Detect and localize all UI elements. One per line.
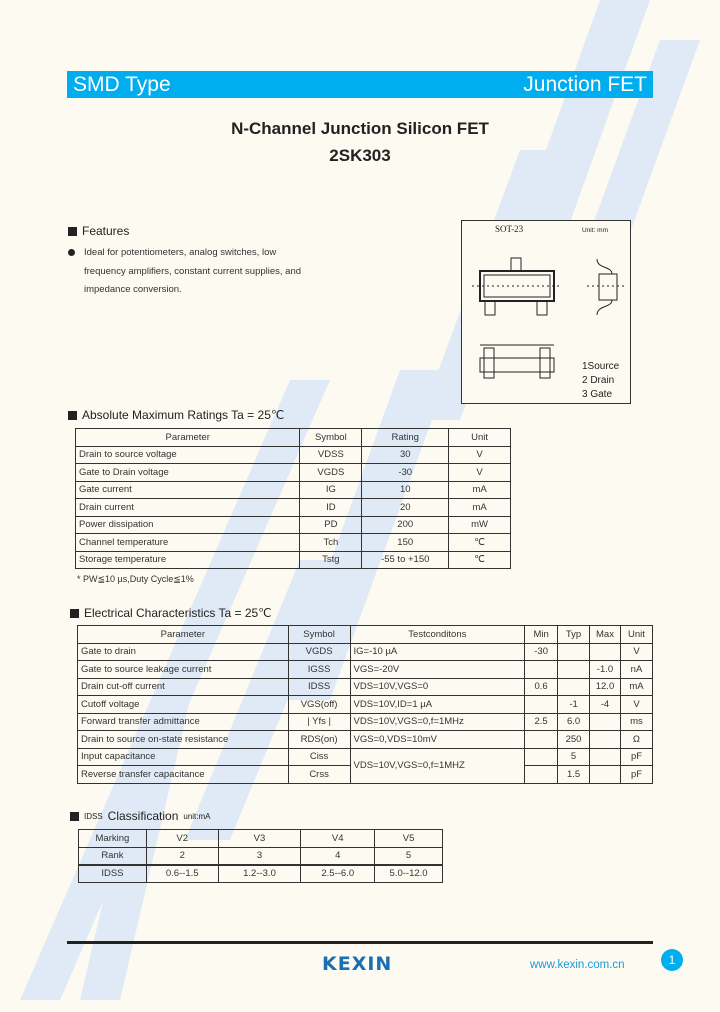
table-row bbox=[76, 481, 511, 499]
bullet-square-icon bbox=[68, 227, 77, 236]
table-cell: Drain cut-off current bbox=[78, 678, 289, 696]
table-cell: 4 bbox=[301, 847, 375, 865]
bullet-square-icon bbox=[70, 609, 79, 618]
table-cell: mW bbox=[449, 516, 511, 534]
table-cell: V bbox=[620, 696, 652, 714]
abs-max-heading: Absolute Maximum Ratings Ta = 25℃ bbox=[68, 408, 284, 422]
table-row bbox=[78, 696, 653, 714]
table-cell: 0.6--1.5 bbox=[146, 865, 218, 883]
table-cell: 0.6 bbox=[525, 678, 558, 696]
table-cell: 5.0--12.0 bbox=[375, 865, 443, 883]
table-cell: VDS=10V,VGS=0,f=1MHz bbox=[350, 713, 525, 731]
table-cell: V4 bbox=[301, 830, 375, 848]
table-cell: pF bbox=[620, 748, 652, 766]
table-cell: V5 bbox=[375, 830, 443, 848]
table-cell: -30 bbox=[525, 643, 558, 661]
table-cell bbox=[590, 713, 621, 731]
table-cell: V bbox=[449, 446, 511, 464]
table-cell: 20 bbox=[362, 499, 449, 517]
table-row bbox=[78, 643, 653, 661]
bullet-dot-icon bbox=[68, 249, 75, 256]
table-cell: Reverse transfer capacitance bbox=[78, 766, 289, 784]
table-cell: ℃ bbox=[449, 534, 511, 552]
pin-legend: 1Source 2 Drain 3 Gate bbox=[582, 361, 620, 400]
column-header: Symbol bbox=[300, 429, 362, 447]
table-cell: V bbox=[449, 464, 511, 482]
package-name: SOT-23 bbox=[495, 224, 524, 234]
table-cell: Gate current bbox=[76, 481, 300, 499]
header-right: Junction FET bbox=[523, 72, 647, 96]
column-header: Unit bbox=[449, 429, 511, 447]
package-diagram bbox=[461, 220, 631, 404]
table-cell: 1.2--3.0 bbox=[218, 865, 301, 883]
table-row bbox=[76, 464, 511, 482]
package-unit: Unit: mm bbox=[582, 227, 608, 234]
table-cell: Gate to drain bbox=[78, 643, 289, 661]
column-header: Typ bbox=[558, 626, 590, 644]
table-cell bbox=[525, 748, 558, 766]
column-header: Parameter bbox=[76, 429, 300, 447]
table-cell: Power dissipation bbox=[76, 516, 300, 534]
table-cell: IG=-10 µA bbox=[350, 643, 525, 661]
table-row bbox=[76, 446, 511, 464]
header-left: SMD Type bbox=[73, 72, 171, 96]
column-header: Parameter bbox=[78, 626, 289, 644]
elec-heading: Electrical Characteristics Ta = 25℃ bbox=[70, 606, 272, 620]
table-cell: V bbox=[620, 643, 652, 661]
table-row bbox=[78, 748, 653, 766]
table-cell: 150 bbox=[362, 534, 449, 552]
table-cell: 12.0 bbox=[590, 678, 621, 696]
table-row bbox=[78, 713, 653, 731]
table-cell: Storage temperature bbox=[76, 551, 300, 569]
table-cell: Drain current bbox=[76, 499, 300, 517]
table-cell: Ciss bbox=[288, 748, 350, 766]
table-cell: 250 bbox=[558, 731, 590, 749]
table-cell: VGDS bbox=[288, 643, 350, 661]
column-header: Testconditons bbox=[350, 626, 525, 644]
website-link[interactable]: www.kexin.com.cn bbox=[530, 959, 625, 971]
table-cell: Channel temperature bbox=[76, 534, 300, 552]
column-header: Unit bbox=[620, 626, 652, 644]
bullet-square-icon bbox=[68, 411, 77, 420]
table-cell: Crss bbox=[288, 766, 350, 784]
table-cell: Tstg bbox=[300, 551, 362, 569]
table-cell: Drain to source voltage bbox=[76, 446, 300, 464]
table-cell bbox=[525, 696, 558, 714]
table-cell: VGS(off) bbox=[288, 696, 350, 714]
table-row bbox=[76, 551, 511, 569]
table-row bbox=[78, 731, 653, 749]
table-cell bbox=[558, 643, 590, 661]
table-cell: VDS=10V,ID=1 µA bbox=[350, 696, 525, 714]
table-cell: Rank bbox=[79, 847, 147, 865]
table-cell: 200 bbox=[362, 516, 449, 534]
table-cell bbox=[590, 766, 621, 784]
table-cell: 10 bbox=[362, 481, 449, 499]
table-row bbox=[76, 534, 511, 552]
table-cell: 1.5 bbox=[558, 766, 590, 784]
table-cell: Drain to source on-state resistance bbox=[78, 731, 289, 749]
table-cell: PD bbox=[300, 516, 362, 534]
table-cell: Ω bbox=[620, 731, 652, 749]
idss-heading: IDSS Classification unit:mA bbox=[70, 809, 211, 823]
table-cell: Marking bbox=[79, 830, 147, 848]
table-header-row bbox=[76, 429, 511, 447]
table-cell: 5 bbox=[375, 847, 443, 865]
table-cell: pF bbox=[620, 766, 652, 784]
table-cell bbox=[590, 748, 621, 766]
table-row bbox=[79, 847, 443, 865]
doc-title: N-Channel Junction Silicon FET bbox=[231, 119, 489, 138]
table-row bbox=[78, 678, 653, 696]
table-cell: -30 bbox=[362, 464, 449, 482]
table-cell: 5 bbox=[558, 748, 590, 766]
abs-max-footnote: * PW≦10 µs,Duty Cycle≦1% bbox=[77, 574, 194, 584]
column-header: Rating bbox=[362, 429, 449, 447]
table-cell: VDS=10V,VGS=0 bbox=[350, 678, 525, 696]
table-cell: Forward transfer admittance bbox=[78, 713, 289, 731]
table-row bbox=[79, 830, 443, 848]
table-cell: VGDS bbox=[300, 464, 362, 482]
table-cell: mA bbox=[620, 678, 652, 696]
table-cell: 2 bbox=[146, 847, 218, 865]
header-bar bbox=[67, 71, 653, 98]
table-row bbox=[76, 516, 511, 534]
table-cell: Tch bbox=[300, 534, 362, 552]
table-cell bbox=[525, 766, 558, 784]
table-cell: Gate to source leakage current bbox=[78, 661, 289, 679]
idss-table bbox=[78, 829, 443, 883]
table-cell bbox=[558, 661, 590, 679]
abs-max-table bbox=[75, 428, 511, 569]
table-cell: VGS=-20V bbox=[350, 661, 525, 679]
table-cell: ℃ bbox=[449, 551, 511, 569]
table-cell: IGSS bbox=[288, 661, 350, 679]
table-cell: 2.5--6.0 bbox=[301, 865, 375, 883]
table-cell: Cutoff voltage bbox=[78, 696, 289, 714]
table-cell bbox=[525, 731, 558, 749]
features-list bbox=[68, 244, 318, 300]
kexin-logo: KEXIN bbox=[322, 953, 393, 975]
table-cell: Input capacitance bbox=[78, 748, 289, 766]
table-cell: | Yfs | bbox=[288, 713, 350, 731]
table-cell: 3 bbox=[218, 847, 301, 865]
table-cell: 6.0 bbox=[558, 713, 590, 731]
bullet-square-icon bbox=[70, 812, 79, 821]
table-cell: IDSS bbox=[79, 865, 147, 883]
table-cell: V2 bbox=[146, 830, 218, 848]
footer-divider bbox=[67, 941, 653, 944]
table-row bbox=[76, 499, 511, 517]
table-cell: ms bbox=[620, 713, 652, 731]
table-row bbox=[79, 865, 443, 883]
table-cell: mA bbox=[449, 499, 511, 517]
table-cell: 30 bbox=[362, 446, 449, 464]
table-cell: VDSS bbox=[300, 446, 362, 464]
column-header: Min bbox=[525, 626, 558, 644]
features-heading: Features bbox=[68, 224, 129, 238]
table-cell: 2.5 bbox=[525, 713, 558, 731]
page-number: 1 bbox=[661, 949, 683, 971]
table-cell: VDS=10V,VGS=0,f=1MHZ bbox=[350, 748, 525, 783]
table-cell: -1.0 bbox=[590, 661, 621, 679]
feature-text: Ideal for potentiometers, analog switches, low frequency amplifiers, constant current supplies, and impedance conversion. bbox=[84, 247, 302, 295]
table-cell bbox=[590, 731, 621, 749]
table-cell: IDSS bbox=[288, 678, 350, 696]
table-cell: -1 bbox=[558, 696, 590, 714]
table-cell: IG bbox=[300, 481, 362, 499]
elec-table bbox=[77, 625, 653, 784]
table-cell: mA bbox=[449, 481, 511, 499]
table-cell: Gate to Drain voltage bbox=[76, 464, 300, 482]
table-cell: ID bbox=[300, 499, 362, 517]
table-cell bbox=[590, 643, 621, 661]
table-cell: V3 bbox=[218, 830, 301, 848]
column-header: Symbol bbox=[288, 626, 350, 644]
table-header-row bbox=[78, 626, 653, 644]
table-row bbox=[78, 661, 653, 679]
table-cell: -55 to +150 bbox=[362, 551, 449, 569]
table-cell bbox=[525, 661, 558, 679]
part-number: 2SK303 bbox=[329, 146, 391, 165]
table-cell bbox=[558, 678, 590, 696]
table-cell: RDS(on) bbox=[288, 731, 350, 749]
table-cell: VGS=0,VDS=10mV bbox=[350, 731, 525, 749]
table-cell: -4 bbox=[590, 696, 621, 714]
column-header: Max bbox=[590, 626, 621, 644]
table-cell: nA bbox=[620, 661, 652, 679]
